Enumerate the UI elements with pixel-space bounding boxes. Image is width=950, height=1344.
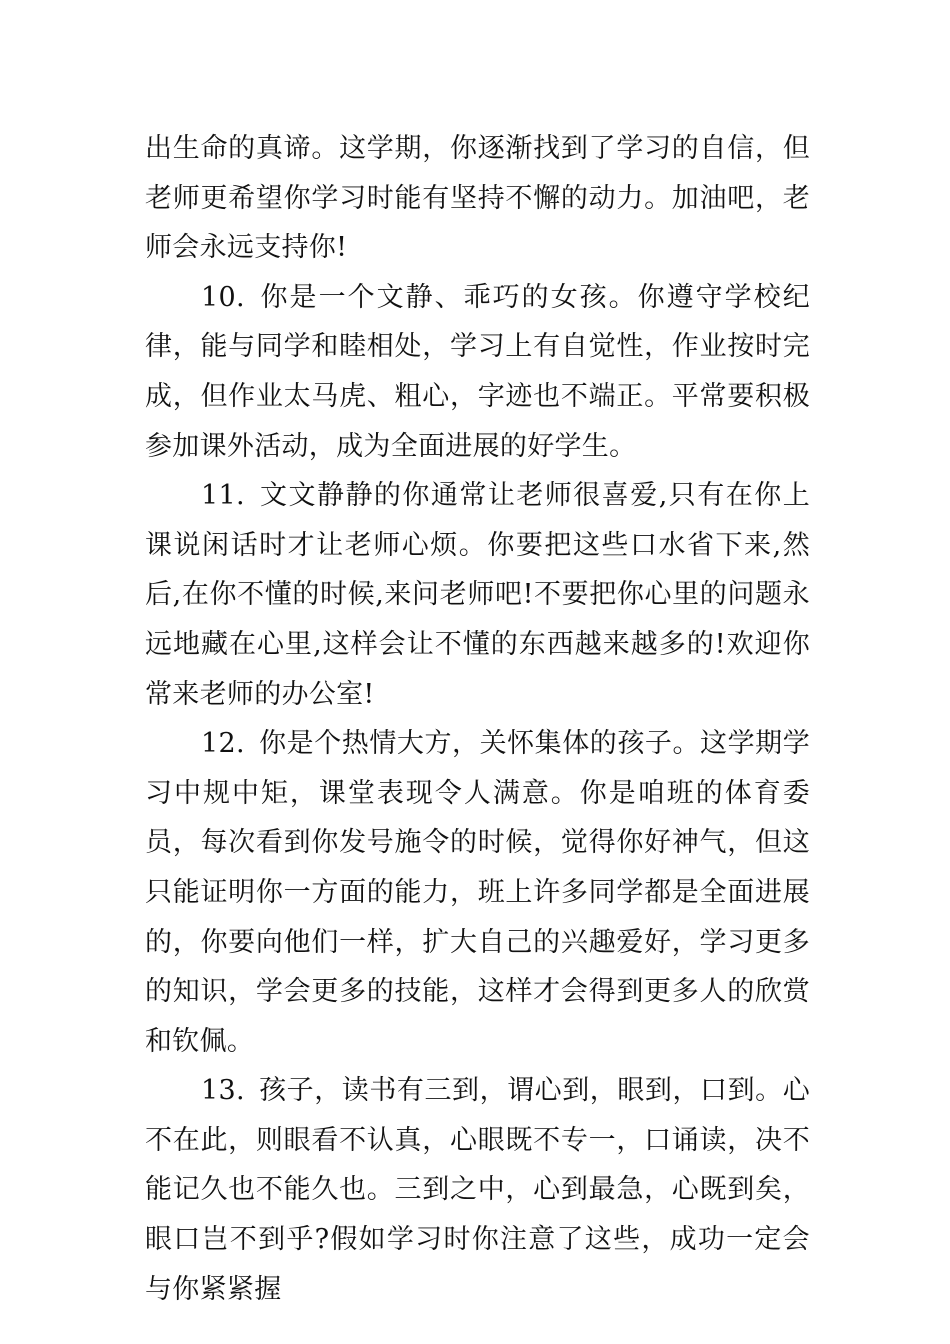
paragraph-number: 11. [201, 480, 245, 512]
paragraph-text: 你是个热情大方，关怀集体的孩子。这学期学习中规中矩，课堂表现令人满意。你是咱班的体育委员，每次看到你发号施令的时候，觉得你好神气，但这只能证明你一方面的能力，班上许多同学都是全面进展的，你要向他们一样，扩大自己的兴趣爱好，学习更多的知识，学会更多的技能，这样才会得到更多人的欣赏和钦佩。 [145, 728, 810, 1057]
paragraph-text: 出生命的真谛。这学期，你逐渐找到了学习的自信，但老师更希望你学习时能有坚持不懈的动力。加油吧，老师会永远支持你! [145, 133, 810, 264]
document-body [145, 124, 810, 1314]
paragraph-13 [145, 1066, 810, 1314]
paragraph-text: 你是一个文静、乖巧的女孩。你遵守学校纪律，能与同学和睦相处，学习上有自觉性，作业按时完成，但作业太马虎、粗心，字迹也不端正。平常要积极参加课外活动，成为全面进展的好学生。 [145, 281, 810, 462]
paragraph-number: 12. [201, 728, 245, 760]
paragraph-number: 10. [201, 281, 245, 313]
paragraph-text: 文文静静的你通常让老师很喜爱,只有在你上课说闲话时才让老师心烦。你要把这些口水省下来,然后,在你不懂的时候,来问老师吧!不要把你心里的问题永远地藏在心里,这样会让不懂的东西越来越多的!欢迎你常来老师的办公室! [145, 480, 810, 710]
paragraph-continuation [145, 124, 810, 273]
paragraph-12 [145, 719, 810, 1066]
paragraph-11 [145, 471, 810, 719]
paragraph-text: 孩子，读书有三到，谓心到，眼到，口到。心不在此，则眼看不认真，心眼既不专一，口诵读，决不能记久也不能久也。三到之中，心到最急，心既到矣，眼口岂不到乎?假如学习时你注意了这些，成功一定会与你紧紧握 [145, 1075, 810, 1305]
paragraph-10 [145, 273, 810, 471]
paragraph-number: 13. [201, 1075, 245, 1107]
